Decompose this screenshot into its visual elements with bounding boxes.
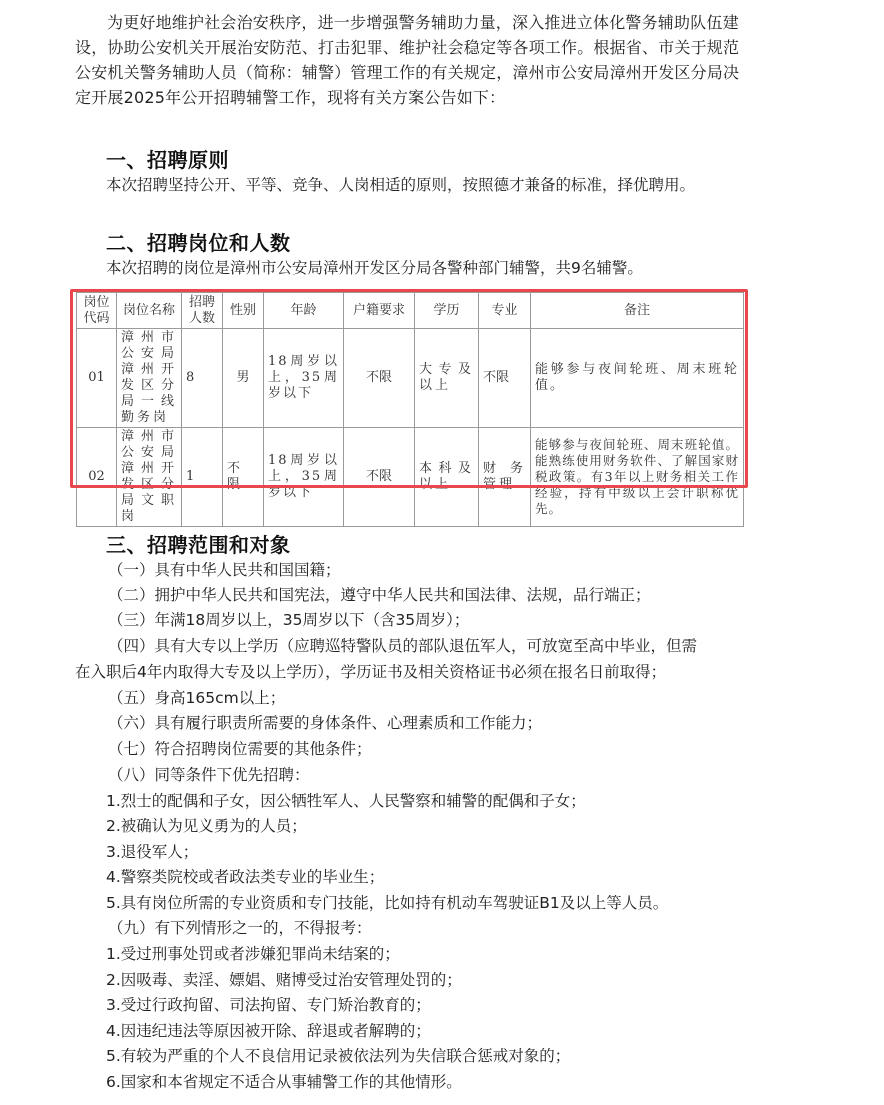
section-heading-positions: 二、招聘岗位和人数 — [106, 231, 291, 255]
requirement-item: （一）具有中华人民共和国国籍； — [108, 561, 341, 579]
requirement-item: （二）拥护中华人民共和国宪法，遵守中华人民共和国法律、法规，品行端正； — [108, 586, 651, 604]
priority-item: 5.具有岗位所需的专业资质和专门技能，比如持有机动车驾驶证B1及以上等人员。 — [106, 894, 669, 912]
header-age: 年龄 — [264, 293, 344, 329]
cell-gender: 男 — [223, 329, 264, 428]
requirement-item: （四）具有大专以上学历（应聘巡特警队员的部队退伍军人，可放宽至高中毕业，但需 — [108, 637, 698, 655]
cell-age: 18周岁以上，35周岁以下 — [264, 428, 344, 527]
cell-count: 1 — [182, 428, 223, 527]
header-education: 学历 — [415, 293, 479, 329]
requirement-item: （八）同等条件下优先招聘： — [108, 766, 310, 784]
section-body-positions: 本次招聘的岗位是漳州市公安局漳州开发区分局各警种部门辅警，共9名辅警。 — [106, 259, 643, 277]
cell-major: 财务管理 — [479, 428, 531, 527]
exclusion-item: 6.国家和本省规定不适合从事辅警工作的其他情形。 — [106, 1073, 462, 1091]
cell-name: 漳州市公安局漳州开发区分局文职岗 — [117, 428, 182, 527]
exclusion-item: 3.受过行政拘留、司法拘留、专门矫治教育的； — [106, 996, 431, 1014]
header-gender: 性别 — [223, 293, 264, 329]
cell-major: 不限 — [479, 329, 531, 428]
priority-item: 1.烈士的配偶和子女，因公牺牲军人、人民警察和辅警的配偶和子女； — [106, 792, 586, 810]
cell-education: 大专及以上 — [415, 329, 479, 428]
cell-code: 02 — [77, 428, 117, 527]
priority-item: 4.警察类院校或者政法类专业的毕业生； — [106, 868, 385, 886]
priority-item: 3.退役军人； — [106, 843, 199, 861]
header-notes: 备注 — [531, 293, 744, 329]
cell-name: 漳州市公安局漳州开发区分局一线勤务岗 — [117, 329, 182, 428]
exclusion-item: 5.有较为严重的个人不良信用记录被依法列为失信联合惩戒对象的； — [106, 1047, 571, 1065]
requirement-item: （七）符合招聘岗位需要的其他条件； — [108, 740, 372, 758]
requirement-item: （三）年满18周岁以上，35周岁以下（含35周岁）； — [108, 611, 470, 629]
requirement-item-cont: 在入职后4年内取得大专及以上学历），学历证书及相关资格证书必须在报名日前取得； — [75, 663, 667, 681]
intro-paragraph: 为更好地维护社会治安秩序，进一步增强警务辅助力量，深入推进立体化警务辅助队伍建设，协助公安机关开展治安防范、打击犯罪、维护社会稳定等各项工作。根据省、市关于规范公安机关警务辅助人员（简称：辅警）管理工作的有关规定，漳州市公安局漳州开发区分局决定开展2025年公开招聘辅警工作，现将有关方案公告如下： — [75, 13, 740, 107]
exclusion-item: 2.因吸毒、卖淫、嫖娼、赌博受过治安管理处罚的； — [106, 971, 462, 989]
cell-notes: 能够参与夜间轮班、周末班轮值。能熟练使用财务软件、了解国家财税政策。有3年以上财务相关工作经验，持有中级以上会计职称优先。 — [531, 428, 744, 527]
header-major: 专业 — [479, 293, 531, 329]
requirement-item: （五）身高165cm以上； — [108, 689, 286, 707]
requirement-item: （六）具有履行职责所需要的身体条件、心理素质和工作能力； — [108, 714, 543, 732]
cell-count: 8 — [182, 329, 223, 428]
highlight-border — [70, 289, 748, 488]
priority-item: 2.被确认为见义勇为的人员； — [106, 817, 307, 835]
exclusion-item: 1.受过刑事处罚或者涉嫌犯罪尚未结案的； — [106, 945, 400, 963]
cell-age: 18周岁以上，35周岁以下 — [264, 329, 344, 428]
header-hukou: 户籍要求 — [344, 293, 415, 329]
cell-education: 本科及以上 — [415, 428, 479, 527]
cell-hukou: 不限 — [344, 329, 415, 428]
cell-gender-text: 不限 — [227, 461, 241, 492]
section-body-principles: 本次招聘坚持公开、平等、竞争、人岗相适的原则，按照德才兼备的标准，择优聘用。 — [106, 176, 696, 194]
cell-code: 01 — [77, 329, 117, 428]
exclusion-title: （九）有下列情形之一的，不得报考： — [108, 919, 372, 937]
header-name: 岗位名称 — [117, 293, 182, 329]
header-count: 招聘人数 — [182, 293, 223, 329]
cell-hukou: 不限 — [344, 428, 415, 527]
cell-notes: 能够参与夜间轮班、周末班轮值。 — [531, 329, 744, 428]
section-heading-scope: 三、招聘范围和对象 — [106, 533, 291, 557]
exclusion-item: 4.因违纪违法等原因被开除、辞退或者解聘的； — [106, 1022, 431, 1040]
section-heading-principles: 一、招聘原则 — [106, 148, 229, 172]
header-code: 岗位代码 — [77, 293, 117, 329]
